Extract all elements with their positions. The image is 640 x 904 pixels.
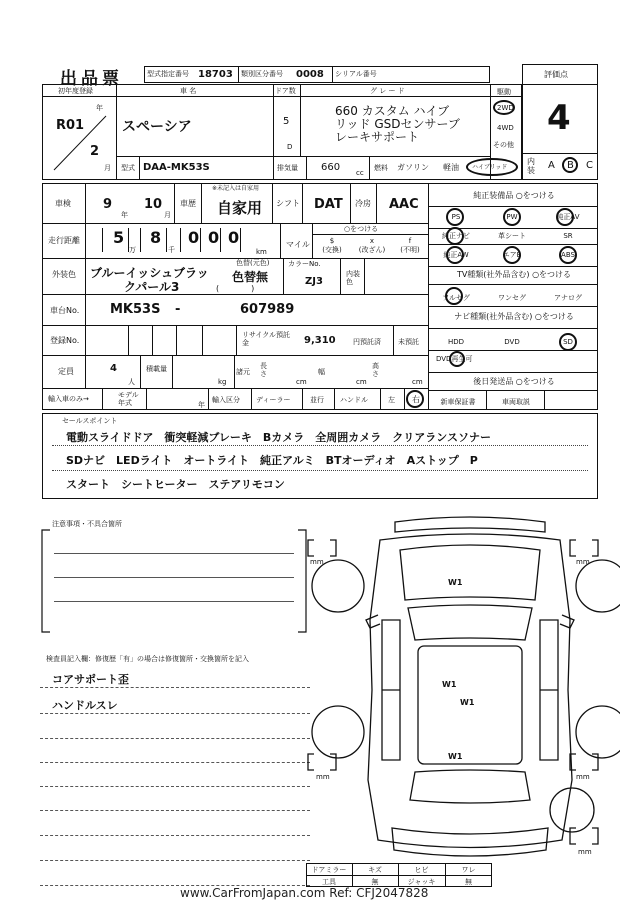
fuel-diesel: 軽油 <box>443 163 459 172</box>
inspection-month: 10 <box>144 197 163 212</box>
chassis-number: 607989 <box>240 302 295 317</box>
load-kg: kg <box>218 378 227 386</box>
caution-label: 注意事項・不具合箇所 <box>52 520 122 528</box>
equip-pw: PW <box>506 213 518 221</box>
legend-tools: 工具 <box>322 878 336 886</box>
disp-cc: cc <box>356 169 364 177</box>
ac-label: 冷房 <box>355 199 371 208</box>
interior-b-circle <box>562 157 578 173</box>
interior-color-label: 内装色 <box>346 270 360 286</box>
equip-ps-circle <box>446 208 464 226</box>
navi-hdd: HDD <box>447 338 465 346</box>
dvd-playback-circle <box>449 351 465 367</box>
legend-scratch: キズ <box>368 866 382 874</box>
fuel-hybrid: ハイブリッド <box>472 164 508 171</box>
dvd-playback: DVD再生可 <box>436 355 473 363</box>
car-diagram <box>300 510 620 870</box>
ac-value: AAC <box>389 197 419 212</box>
score-value: 4 <box>547 98 571 138</box>
sales-line-3: スタート シートヒーター ステアリモコン <box>66 478 285 491</box>
navi-dvd: DVD <box>504 338 520 346</box>
legend-break: ワレ <box>461 866 476 874</box>
caution-box <box>40 528 310 636</box>
handle-left: 左 <box>388 396 395 404</box>
drive-other: その他 <box>493 141 514 149</box>
legend-mirror: ドアミラー <box>311 866 347 874</box>
mileage-check-title: ○をつける <box>344 225 379 233</box>
import-parallel: 並行 <box>310 396 324 404</box>
legend-tools-value: 無 <box>371 878 379 886</box>
model-cert-label: 型式指定番号 <box>147 70 189 78</box>
legend-crack: ヒビ <box>414 866 429 874</box>
first-reg-label: 初年度登録 <box>58 87 93 95</box>
damage-w1-left: W1 <box>442 680 457 689</box>
recycle-status: 円預託済 <box>353 338 381 346</box>
chassis-label: 車台No. <box>50 306 80 315</box>
fuel-label: 燃料 <box>374 164 388 172</box>
import-year-word: 年 <box>198 401 205 409</box>
handle-right-circle <box>406 390 424 408</box>
fuel-hybrid-circle <box>466 158 518 176</box>
first-reg-year: R01 <box>56 118 85 133</box>
equip-pw-circle <box>503 208 521 226</box>
capacity-unit: 人 <box>128 378 135 386</box>
doors-label: ドア数 <box>275 87 296 95</box>
equipment-title: 純正装備品 ○をつける <box>473 191 555 200</box>
import-label: 輸入車のみ→ <box>48 395 89 403</box>
disp-value: 660 <box>321 162 341 173</box>
mileage-opt1: (交換) <box>322 246 342 254</box>
mileage-digit: 0 <box>208 228 220 247</box>
chassis-model: MK53S <box>110 302 161 317</box>
reg-label: 登録No. <box>50 336 80 345</box>
size-length: 長さ <box>260 362 267 378</box>
inspection-year-word: 年 <box>121 211 128 219</box>
shift-label: シフト <box>276 199 300 208</box>
handle-right: 右 <box>412 395 420 404</box>
page-title: 出品票 <box>60 69 123 89</box>
mm-label-spare: mm <box>578 848 592 856</box>
color-label: 外装色 <box>52 270 76 279</box>
repaint-value: 色替無 <box>232 270 269 284</box>
drive-4wd: 4WD <box>497 124 514 132</box>
sales-label: セールスポイント <box>62 417 118 425</box>
after-title: 後日発送品 ○をつける <box>473 377 555 386</box>
recycle-not: 未預託 <box>398 338 419 346</box>
mileage-digits <box>88 226 280 256</box>
tv-fullseg: フルセグ <box>442 294 470 302</box>
navi-sd-circle <box>559 333 577 351</box>
equip-aw-circle <box>446 246 464 264</box>
capacity-label: 定員 <box>58 367 74 376</box>
mm-label-fl: mm <box>310 558 324 566</box>
equip-navi: 純正ナビ <box>442 232 470 240</box>
tv-oneseg: ワンセグ <box>498 294 526 302</box>
mileage-opt2-sym: x <box>369 237 375 245</box>
class-no: 0008 <box>296 69 324 80</box>
size-height: 高さ <box>372 362 379 378</box>
size-cm-3: cm <box>412 378 423 386</box>
first-reg-month: 2 <box>90 144 100 159</box>
disp-label: 排気量 <box>277 164 298 172</box>
name-label: 車 名 <box>180 87 197 95</box>
fuel-gasoline: ガソリン <box>397 163 429 172</box>
inspection-label: 車検 <box>55 199 71 208</box>
mileage-opt3-sym: f <box>408 237 412 245</box>
mm-label-rl: mm <box>316 773 330 781</box>
mm-label-fr: mm <box>576 558 590 566</box>
model-cert-no: 18703 <box>198 69 233 80</box>
capacity-value: 4 <box>110 363 117 374</box>
history-label: 車歴 <box>180 199 196 208</box>
color-code: ZJ3 <box>305 276 323 287</box>
mileage-digit: 5 <box>113 228 125 247</box>
score-label: 評価点 <box>544 70 568 79</box>
equip-abs-circle <box>559 246 577 264</box>
load-label: 積載量 <box>146 365 167 373</box>
history-note: ※未記入は自家用 <box>212 185 260 192</box>
legend-jack-value: 無 <box>465 878 472 886</box>
grade-line-3: レーキサポート <box>335 130 420 144</box>
import-dealer: ディーラー <box>256 396 291 404</box>
color-text-2: クパール3 <box>124 280 180 294</box>
vehicle-name: スペーシア <box>122 119 192 135</box>
size-width: 幅 <box>318 368 325 376</box>
drive-label: 駆動 <box>497 88 511 96</box>
type-label: 型式 <box>121 164 135 172</box>
mileage-opt1-sym: $ <box>329 237 335 245</box>
tv-fullseg-circle <box>445 287 463 305</box>
drive-2wd: 2WD <box>497 104 514 112</box>
color-code-label: カラーNo. <box>288 260 321 268</box>
equip-navi-circle <box>446 227 464 245</box>
mileage-digit: 0 <box>228 228 240 247</box>
doors-d: D <box>287 143 293 151</box>
inspection-year: 9 <box>103 197 113 212</box>
grade-label: グ レ ー ド <box>370 87 405 95</box>
equip-av-circle <box>556 208 574 226</box>
serial-label: シリアル番号 <box>335 70 377 78</box>
size-label: 諸元 <box>236 368 250 376</box>
interior-label: 内装 <box>527 157 535 175</box>
shift-value: DAT <box>314 197 343 212</box>
grade-line-2: リッド GSDセンサーブ <box>335 117 460 131</box>
footer-watermark: www.CarFromJapan.com Ref: CFJ2047828 <box>180 886 429 900</box>
mileage-man: 万 <box>129 246 136 254</box>
interior-a: A <box>548 160 555 171</box>
doors-value: 5 <box>283 116 290 127</box>
type-value: DAA-MK53S <box>143 162 210 173</box>
recycle-value: 9,310 <box>304 335 336 346</box>
grade-line-1: 660 カスタム ハイブ <box>335 104 450 118</box>
mileage-mile: マイル <box>286 240 310 249</box>
model-year-label: モデル年式 <box>118 391 139 407</box>
handle-label: ハンドル <box>340 396 368 404</box>
legend-jack: ジャッキ <box>407 878 436 886</box>
repaint-paren: ( ) <box>216 284 255 293</box>
mileage-opt3: (不明) <box>400 246 420 254</box>
sales-line-1: 電動スライドドア 衝突軽減ブレーキ Bカメラ 全周囲カメラ クリアランスソナー <box>66 431 491 444</box>
size-cm-2: cm <box>356 378 367 386</box>
mm-label-rr: mm <box>576 773 590 781</box>
drive-2wd-circle <box>493 100 515 115</box>
damage-w1-windshield: W1 <box>448 578 463 587</box>
mileage-opt2: (改ざん) <box>358 246 386 254</box>
recycle-label: リサイクル預託金 <box>242 331 291 347</box>
inspector-item-1: コアサポート歪 <box>52 673 129 686</box>
after-warranty: 新車保証書 <box>440 398 476 406</box>
class-label: 類別区分番号 <box>241 70 283 78</box>
equip-airbag: エアB <box>502 251 522 259</box>
year-word: 年 <box>96 104 103 112</box>
tv-analog: アナログ <box>554 294 582 302</box>
navi-title: ナビ種類(社外品含む) ○をつける <box>454 312 574 321</box>
equip-leather: 革シート <box>498 232 526 240</box>
mileage-digit: 8 <box>150 228 162 247</box>
equip-ps: PS <box>451 213 461 221</box>
mileage-label: 走行距離 <box>48 236 80 245</box>
sales-line-2: SDナビ LEDライト オートライト 純正アルミ BTオーディオ Aストップ P <box>66 454 478 467</box>
equip-airbag-circle <box>503 246 521 264</box>
inspector-item-2: ハンドルスレ <box>52 699 118 712</box>
tv-title: TV種類(社外品含む) ○をつける <box>456 270 572 279</box>
size-cm-1: cm <box>296 378 307 386</box>
interior-b: B <box>567 160 574 171</box>
repaint-label: 色替(元色) <box>236 259 270 267</box>
mileage-km: km <box>256 248 267 256</box>
inspector-label: 検査員記入欄：修復歴「有」の場合は修復箇所・交換箇所を記入 <box>46 655 249 663</box>
mileage-digit: 0 <box>188 228 200 247</box>
equip-aw: 純正AW <box>443 251 469 259</box>
mileage-sen: 千 <box>168 246 175 254</box>
equip-abs: ABS <box>561 251 575 259</box>
after-manual: 車両取説 <box>502 398 530 406</box>
navi-sd: SD <box>563 338 573 346</box>
import-div-label: 輸入区分 <box>212 396 240 404</box>
equip-sr: SR <box>563 232 573 240</box>
equip-av: 純正AV <box>556 213 580 221</box>
interior-c: C <box>586 160 593 171</box>
color-text-1: ブルーイッシュブラッ <box>90 266 209 280</box>
damage-w1-rear: W1 <box>448 752 463 761</box>
damage-u1: W1 <box>460 698 475 707</box>
history-value: 自家用 <box>217 199 263 217</box>
month-word: 月 <box>104 164 111 172</box>
chassis-dash: - <box>175 302 181 317</box>
inspection-month-word: 月 <box>164 211 171 219</box>
